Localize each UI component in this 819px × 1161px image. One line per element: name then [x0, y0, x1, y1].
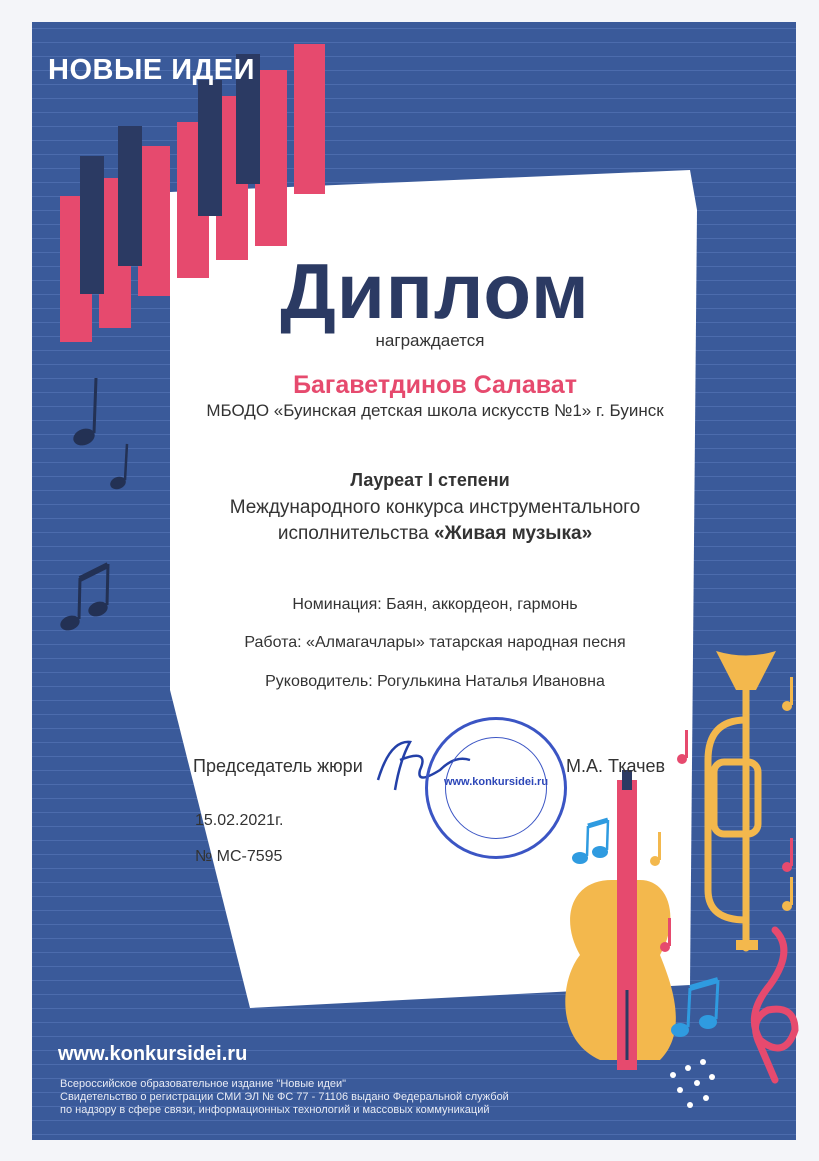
work-title: Работа: «Алмагачлары» татарская народная песня: [244, 634, 626, 651]
awarded-label: награждается: [375, 331, 485, 350]
stamp-website: www.konkursidei.ru: [443, 776, 549, 788]
legal-text: Всероссийское образовательное издание "Новые идеи": [60, 1078, 347, 1090]
chair-name: М.А. Ткачев: [566, 756, 666, 776]
competition-line: [170, 523, 700, 545]
stamp-inner-ring: [445, 737, 547, 839]
diploma-number: № МС-7595: [195, 848, 283, 865]
issue-date: 15.02.2021г.: [195, 812, 284, 829]
organization: МБОДО «Буинская детская школа искусств №1» г. Буинск: [206, 401, 664, 420]
competition-prefix: исполнительства: [277, 523, 434, 544]
footer-website: www.konkursidei.ru: [58, 1043, 248, 1065]
recipient-name: Багаветдинов Салават: [293, 371, 577, 399]
award-degree: Лауреат I степени: [350, 470, 510, 490]
supervisor: Руководитель: Рогулькина Наталья Ивановна: [265, 673, 605, 690]
brand-logo: НОВЫЕ ИДЕИ: [48, 54, 255, 86]
nomination: Номинация: Баян, аккордеон, гармонь: [292, 596, 578, 613]
chair-label: Председатель жюри: [193, 756, 363, 776]
competition-name: «Живая музыка»: [433, 523, 593, 544]
diploma-title: Диплом: [280, 247, 590, 335]
competition-line: Международного конкурса инструментального: [229, 497, 641, 518]
legal-text: по надзору в сфере связи, информационных технологий и массовых коммуникаций: [60, 1104, 490, 1116]
legal-text: Свидетельство о регистрации СМИ ЭЛ № ФС 77 - 71106 выдано Федеральной службой: [60, 1091, 509, 1103]
stamp: [425, 717, 567, 859]
